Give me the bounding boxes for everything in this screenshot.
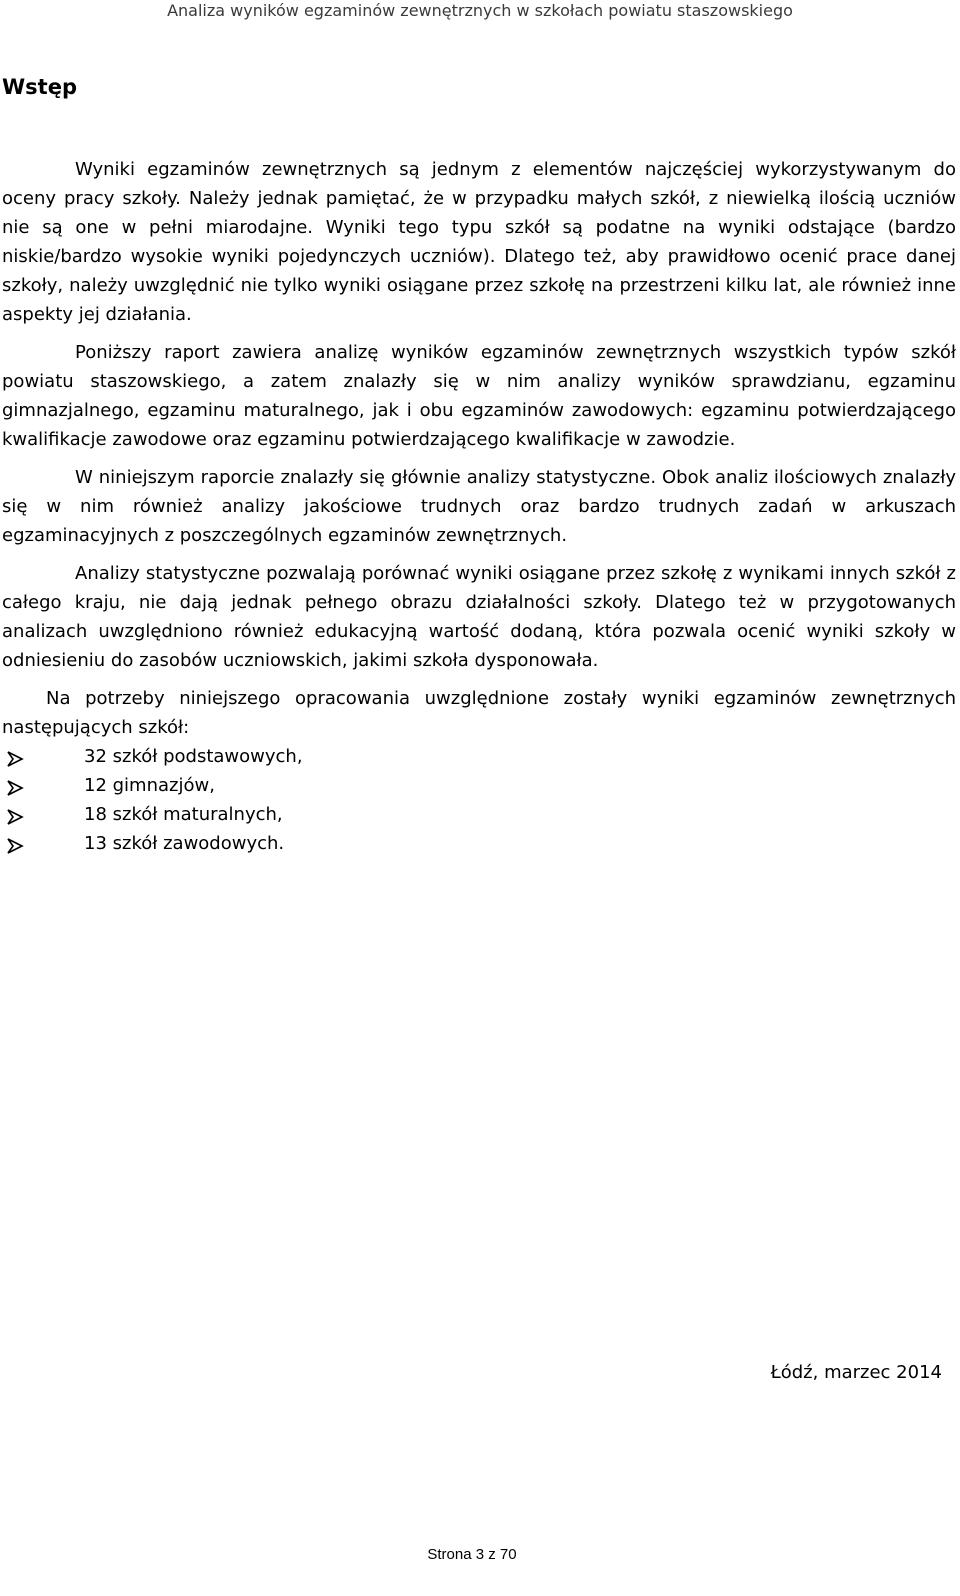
- list-item-label: 18 szkół maturalnych,: [84, 804, 283, 825]
- arrow-bullet-icon: [6, 776, 84, 796]
- list-item: [6, 771, 956, 800]
- list-item-label: 12 gimnazjów,: [84, 775, 215, 796]
- arrow-bullet-icon: [6, 834, 84, 854]
- list-item-label: 13 szkół zawodowych.: [84, 833, 285, 854]
- arrow-bullet-icon: [6, 805, 84, 825]
- section-title: Wstęp: [2, 75, 77, 99]
- list-item: [6, 742, 956, 771]
- school-list: [2, 742, 956, 858]
- arrow-bullet-icon: [6, 747, 84, 767]
- list-item: [6, 829, 956, 858]
- paragraph-schools-intro: Na potrzeby niniejszego opracowania uwzględnione zostały wyniki egzaminów zewnętrznych następujących szkół:: [2, 688, 956, 738]
- paragraph-added-value: Analizy statystyczne pozwalają porównać wyniki osiągane przez szkołę z wynikami innych szkół z całego kraju, nie dają jednak pełnego obrazu działalności szkoły. Dlatego też w przygotowanych analizach uwzględniono również edukacyjną wartość dodaną, która pozwala ocenić wyniki szkoły w odniesieniu do zasobów uczniowskich, jakimi szkoła dysponowała.: [2, 563, 956, 671]
- paragraph-statistical-analyses: W niniejszym raporcie znalazły się głównie analizy statystyczne. Obok analiz ilościowych znalazły się w nim również analizy jakościowe trudnych oraz bardzo trudnych zadań w arkuszach egzaminacyjnych z poszczególnych egzaminów zewnętrznych.: [2, 467, 956, 546]
- paragraph-exam-results: Wyniki egzaminów zewnętrznych są jednym z elementów najczęściej wykorzystywanym do oceny pracy szkoły. Należy jednak pamiętać, że w przypadku małych szkół, z niewielką ilością uczniów nie są one w pełni miarodajne. Wyniki tego typu szkół są podatne na wyniki odstające (bardzo niskie/bardzo wysokie wyniki pojedynczych uczniów). Dlatego też, aby prawidłowo ocenić prace danej szkoły, należy uwzględnić nie tylko wyniki osiągane przez szkołę na przestrzeni kilku lat, ale również inne aspekty jej działania.: [2, 159, 956, 325]
- list-item-label: 32 szkół podstawowych,: [84, 746, 303, 767]
- paragraph-report-scope: Poniższy raport zawiera analizę wyników egzaminów zewnętrznych wszystkich typów szkół powiatu staszowskiego, a zatem znalazły się w nim analizy wyników sprawdzianu, egzaminu gimnazjalnego, egzaminu maturalnego, jak i obu egzaminów zawodowych: egzaminu potwierdzającego kwalifikacje zawodowe oraz egzaminu potwierdzającego kwalifikacje w zawodzie.: [2, 342, 956, 450]
- running-header: Analiza wyników egzaminów zewnętrznych w szkołach powiatu staszowskiego: [167, 1, 793, 20]
- list-item: [6, 800, 956, 829]
- place-and-date: Łódź, marzec 2014: [770, 1362, 942, 1383]
- page-number: Strona 3 z 70: [427, 1546, 517, 1563]
- body-text: [2, 155, 956, 858]
